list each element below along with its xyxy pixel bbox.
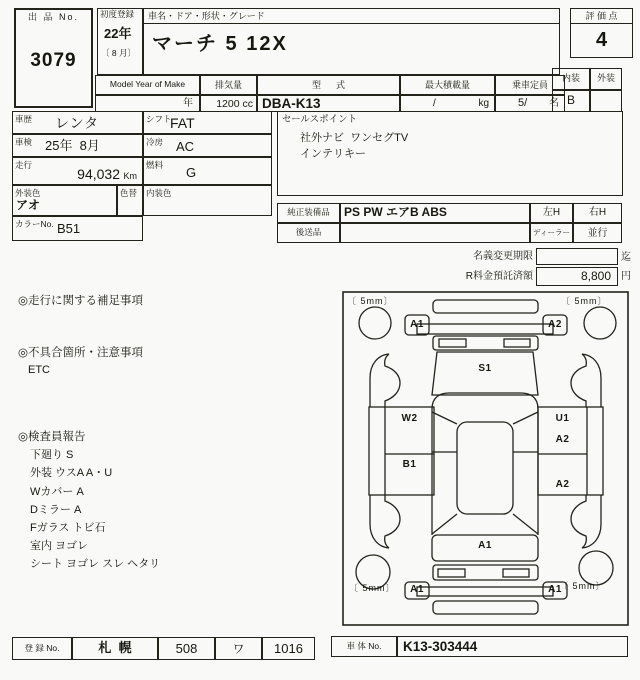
interior-label: 内装: [561, 73, 580, 83]
parallel-label: 並行: [587, 228, 608, 239]
registration-number-cell: [262, 637, 315, 660]
registration-number: 1016: [274, 641, 303, 656]
color-change-label: 色替: [120, 188, 138, 198]
right-handle-cell: [573, 203, 622, 223]
inspector-report-line: シート ヨゴレ スレ ヘタリ: [30, 558, 161, 570]
registration-kana: ワ: [232, 642, 245, 656]
car-outline-drawing: [337, 288, 633, 628]
inspector-report-line: Wカバー A: [30, 486, 84, 498]
dealer-cell: [530, 223, 573, 243]
color-change-cell: [117, 185, 143, 216]
body-no-value: K13-303444: [403, 639, 478, 654]
capacity-unit: 名: [549, 98, 559, 109]
scale-note: 〔 5mm〕: [559, 581, 606, 591]
later-items-header: [277, 223, 340, 243]
damage-mark-left-door: W2: [401, 413, 418, 424]
fuel-value: G: [186, 165, 197, 181]
model-code-header: [257, 75, 400, 95]
model-code-label: 型 式: [311, 80, 345, 90]
aircon-label: 冷房: [146, 137, 164, 147]
interior-header: [552, 68, 590, 90]
driving-notes-title: ◎走行に関する補足事項: [18, 295, 144, 307]
registration-class-cell: [158, 637, 215, 660]
score-box: [570, 8, 633, 58]
transfer-deadline-suffix: 迄: [621, 252, 631, 263]
mileage-label: 走行: [15, 160, 33, 170]
damage-mark-hood: S1: [478, 363, 492, 374]
transfer-deadline-field: [536, 248, 618, 265]
registration-kana-cell: [215, 637, 262, 660]
body-no-header: [331, 636, 397, 657]
score-value: 4: [595, 29, 608, 51]
shift-cell: [143, 111, 272, 134]
left-handle-label: 左H: [542, 207, 561, 218]
inspection-cell: [12, 134, 143, 157]
displacement-header: [200, 75, 257, 95]
scale-note: 〔 5mm〕: [347, 296, 394, 306]
registration-region-cell: [72, 637, 158, 660]
displacement-cell: [200, 95, 257, 112]
inspector-report-line: 下廻り S: [30, 449, 74, 461]
model-code-cell: [257, 95, 400, 112]
interior-color-label: 内装色: [146, 188, 172, 198]
shift-value: FAT: [170, 115, 195, 131]
registration-no-label: 登 録 No.: [24, 643, 60, 653]
registration-region: 札 幌: [98, 640, 132, 655]
registration-no-header: [12, 637, 72, 660]
left-handle-cell: [530, 203, 573, 223]
damage-mark-left-rear-panel: B1: [402, 459, 417, 470]
displacement-label: 排気量: [214, 80, 242, 90]
damage-mark-rear-bumper-right: A1: [548, 584, 562, 595]
inspector-report-line: Dミラー A: [30, 504, 82, 516]
inspector-report-title: ◎検査員報告: [18, 431, 86, 443]
first-registration-year: 22年: [104, 26, 132, 41]
color-no-value: B51: [57, 221, 81, 236]
inspection-value: 25年 8月: [45, 138, 100, 153]
color-no-cell: [12, 216, 143, 241]
max-load-header: [400, 75, 495, 95]
later-items-cell: [340, 223, 530, 243]
inspector-report-line: Fガラス トビ石: [30, 522, 106, 534]
oem-equipment-header: [277, 203, 340, 223]
body-no-label: 車 体 No.: [346, 641, 382, 651]
model-year-value: 年: [183, 98, 193, 109]
scale-note: 〔 5mm〕: [349, 583, 396, 593]
exterior-cell: [590, 90, 622, 112]
model-year-label: Model Year of Make: [109, 79, 186, 89]
vehicle-name-label: 車名・ドア・形状・グレード: [144, 9, 559, 24]
inspection-label: 車検: [15, 137, 33, 147]
model-year-header: [95, 75, 200, 95]
model-year-cell: [95, 95, 200, 112]
damage-diagram: [337, 288, 633, 628]
max-load-cell: [400, 95, 495, 112]
damage-mark-right-door: U1: [555, 413, 570, 424]
capacity-label: 乗車定員: [511, 80, 548, 90]
score-label: 評 価 点: [571, 9, 632, 24]
aircon-cell: [143, 134, 272, 157]
inspector-report-line: 室内 ヨゴレ: [30, 540, 89, 552]
exterior-header: [590, 68, 622, 90]
shift-label: シフト: [146, 114, 172, 124]
registration-class: 508: [175, 641, 198, 656]
defect-note-line: ETC: [28, 364, 50, 376]
max-load-value: /: [433, 98, 436, 109]
first-registration-box: [97, 8, 143, 75]
damage-mark-front-bumper-left: A1: [410, 319, 424, 330]
sales-point-line: 社外ナビ ワンセグTV: [300, 132, 409, 144]
oem-equipment-value: PS PW エアB ABS: [344, 205, 447, 219]
mileage-unit: Km: [123, 170, 137, 181]
inspector-report-line: 外装 ウスA A・U: [30, 467, 113, 479]
parallel-cell: [573, 223, 622, 243]
model-code-value: DBA-K13: [262, 96, 321, 111]
history-value: レンタ: [55, 115, 100, 131]
first-registration-label: 初度登録: [100, 9, 135, 19]
oem-equipment-label: 純正装備品: [287, 207, 330, 217]
capacity-value: 5/: [518, 97, 528, 109]
sales-point-box: [277, 111, 623, 196]
exterior-label: 外装: [596, 73, 615, 83]
history-label: 車歴: [15, 114, 33, 124]
sales-point-label: セールスポイント: [282, 114, 358, 125]
sales-point-line: インテリキー: [300, 148, 366, 160]
recycle-deposit-suffix: 円: [621, 271, 631, 282]
recycle-deposit-field: [536, 267, 618, 286]
exterior-color-label: 外装色: [15, 188, 41, 198]
scale-note: 〔 5mm〕: [561, 296, 608, 306]
damage-mark-front-bumper-right: A2: [548, 319, 562, 330]
dealer-label: ディーラー: [533, 228, 570, 237]
lot-number-value: 3079: [30, 50, 77, 71]
first-registration-month: 〔 8 月〕: [101, 48, 136, 58]
right-handle-label: 右H: [588, 207, 607, 218]
exterior-color-value: アオ: [16, 198, 40, 213]
fuel-cell: [143, 157, 272, 185]
defect-notes-title: ◎不具合箇所・注意事項: [18, 347, 144, 359]
interior-value: B: [566, 93, 575, 107]
damage-mark-rear-gate: A1: [478, 540, 492, 551]
max-load-label: 最大積載量: [424, 80, 470, 90]
vehicle-name-value: マーチ 5 12X: [152, 33, 288, 55]
color-no-label: カラーNo.: [15, 219, 54, 229]
transfer-deadline-label: 名義変更期限: [473, 251, 533, 262]
oem-equipment-cell: [340, 203, 530, 223]
recycle-deposit-value: 8,800: [580, 269, 611, 283]
exterior-color-cell: [12, 185, 117, 216]
damage-mark-right-door-2: A2: [555, 434, 570, 445]
damage-mark-rear-bumper-left: A1: [410, 584, 424, 595]
vehicle-name-box: [143, 8, 560, 75]
interior-cell: [552, 90, 590, 112]
fuel-label: 燃料: [146, 160, 164, 170]
lot-number-label: 出 品 No.: [27, 12, 79, 22]
recycle-deposit-label: R料金預託済額: [465, 271, 533, 282]
aircon-value: AC: [176, 139, 195, 154]
mileage-value: 94,032: [77, 165, 120, 182]
mileage-cell: [12, 157, 143, 185]
interior-color-cell: [143, 185, 272, 216]
damage-mark-right-rear-panel: A2: [555, 479, 570, 490]
history-cell: [12, 111, 143, 134]
later-items-label: 後送品: [295, 227, 322, 237]
displacement-value: 1200 cc: [216, 98, 253, 110]
body-no-cell: [397, 636, 628, 657]
lot-number-box: [14, 8, 93, 108]
max-load-unit: kg: [478, 98, 489, 109]
